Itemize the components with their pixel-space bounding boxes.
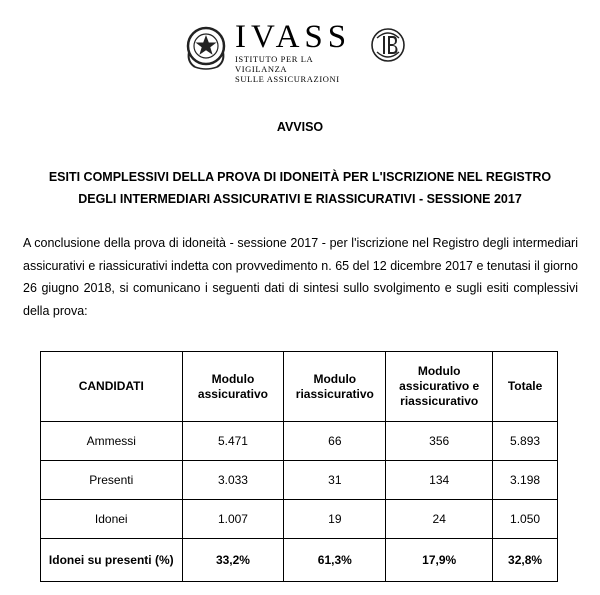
header-modulo-assicurativo-e-riassicurativo: Modulo assicurativo e riassicurativo (386, 352, 493, 422)
intro-paragraph: A conclusione della prova di idoneità - sessione 2017 - per l'iscrizione nel Registro degli intermediari assicurativi e riassicurativi indetta con provvedimento n. 65 del 12 dicembre 2017 e tenutasi il giorno 26 giugno 2018, si comunicano i seguenti dati di sintesi sullo svolgimento e sugli esiti complessivi della prova: (23, 236, 578, 318)
notice-title-line-2: DEGLI INTERMEDIARI ASSICURATIVI E RIASSICURATIVI - SESSIONE 2017 (78, 192, 522, 206)
cell-percentage: 32,8% (493, 539, 558, 582)
header-modulo-riassicurativo: Modulo riassicurativo (284, 352, 386, 422)
header-totale: Totale (493, 352, 558, 422)
cell-value: 31 (284, 461, 386, 500)
cell-value: 134 (386, 461, 493, 500)
ivass-logo (183, 16, 423, 84)
cell-value: 5.893 (493, 422, 558, 461)
cell-value: 3.198 (493, 461, 558, 500)
header-modulo-assicurativo: Modulo assicurativo (182, 352, 284, 422)
cell-percentage: 17,9% (386, 539, 493, 582)
notice-label: AVVISO (276, 120, 324, 134)
cell-value: 24 (386, 500, 493, 539)
notice-title-line-1: ESITI COMPLESSIVI DELLA PROVA DI IDONEITÀ PER L'ISCRIZIONE NEL REGISTRO (48, 170, 552, 184)
cell-value: 19 (284, 500, 386, 539)
notice-title (20, 166, 580, 210)
brand-subtitle-line-1: ISTITUTO PER LA VIGILANZA (235, 54, 313, 74)
cell-value: 5.471 (182, 422, 284, 461)
table-row (41, 500, 558, 539)
cell-value: 3.033 (182, 461, 284, 500)
cell-value: 356 (386, 422, 493, 461)
table-summary-row (41, 539, 558, 582)
cell-value: 1.050 (493, 500, 558, 539)
table-row (41, 461, 558, 500)
row-label-idonei: Idonei (41, 500, 183, 539)
table-row (41, 422, 558, 461)
brand-text (235, 20, 365, 84)
brand-subtitle-line-2: SULLE ASSICURAZIONI (235, 74, 340, 84)
cell-percentage: 33,2% (182, 539, 284, 582)
cell-value: 66 (284, 422, 386, 461)
ivass-monogram-icon (369, 26, 407, 64)
header-candidati: CANDIDATI (41, 352, 183, 422)
row-label-idonei-su-presenti: Idonei su presenti (%) (41, 539, 183, 582)
italian-republic-emblem-icon (183, 22, 229, 72)
row-label-presenti: Presenti (41, 461, 183, 500)
brand-name: IVASS (235, 19, 352, 55)
table-header-row (41, 352, 558, 422)
cell-percentage: 61,3% (284, 539, 386, 582)
cell-value: 1.007 (182, 500, 284, 539)
row-label-ammessi: Ammessi (41, 422, 183, 461)
results-table (40, 351, 558, 582)
